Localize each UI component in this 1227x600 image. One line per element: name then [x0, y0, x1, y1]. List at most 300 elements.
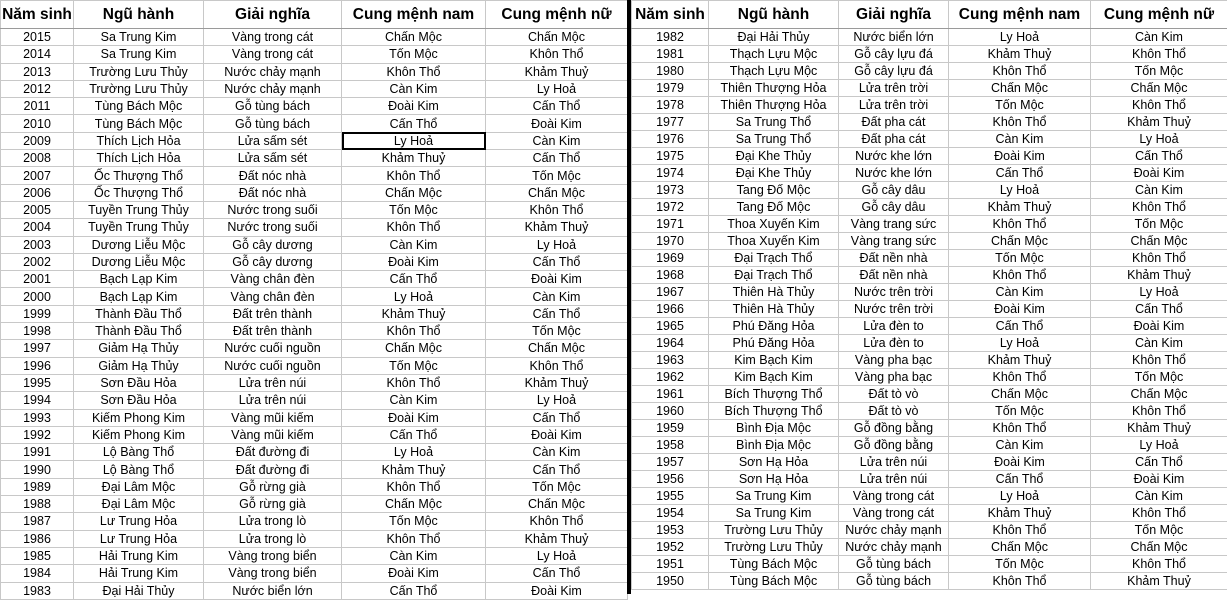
male-destiny-cell[interactable]: Khôn Thổ: [949, 420, 1091, 437]
male-destiny-cell[interactable]: Tốn Mộc: [949, 403, 1091, 420]
female-destiny-cell[interactable]: Khôn Thổ: [486, 513, 628, 530]
birth-year-cell[interactable]: 2005: [1, 201, 74, 218]
male-destiny-cell[interactable]: Càn Kim: [949, 437, 1091, 454]
element-cell[interactable]: Lư Trung Hỏa: [74, 530, 204, 547]
male-destiny-cell[interactable]: Đoài Kim: [342, 409, 486, 426]
male-destiny-cell[interactable]: Cấn Thổ: [342, 582, 486, 599]
birth-year-cell[interactable]: 1992: [1, 426, 74, 443]
element-cell[interactable]: Trường Lưu Thủy: [709, 539, 839, 556]
meaning-cell[interactable]: Vàng pha bạc: [839, 369, 949, 386]
female-destiny-cell[interactable]: Đoài Kim: [486, 426, 628, 443]
meaning-cell[interactable]: Nước khe lớn: [839, 148, 949, 165]
birth-year-cell[interactable]: 1969: [632, 250, 709, 267]
birth-year-cell[interactable]: 1966: [632, 301, 709, 318]
male-destiny-cell[interactable]: Cấn Thổ: [342, 426, 486, 443]
meaning-cell[interactable]: Gỗ đồng bằng: [839, 437, 949, 454]
birth-year-cell[interactable]: 1963: [632, 352, 709, 369]
header-element[interactable]: Ngũ hành: [709, 1, 839, 29]
meaning-cell[interactable]: Đất nền nhà: [839, 267, 949, 284]
female-destiny-cell[interactable]: Cấn Thổ: [486, 305, 628, 322]
meaning-cell[interactable]: Vàng chân đèn: [204, 271, 342, 288]
birth-year-cell[interactable]: 2000: [1, 288, 74, 305]
meaning-cell[interactable]: Nước biển lớn: [839, 29, 949, 46]
meaning-cell[interactable]: Đất pha cát: [839, 114, 949, 131]
female-destiny-cell[interactable]: Khôn Thổ: [486, 46, 628, 63]
birth-year-cell[interactable]: 1986: [1, 530, 74, 547]
element-cell[interactable]: Kim Bạch Kim: [709, 369, 839, 386]
female-destiny-cell[interactable]: Khôn Thổ: [1091, 250, 1227, 267]
meaning-cell[interactable]: Nước cuối nguồn: [204, 357, 342, 374]
meaning-cell[interactable]: Vàng trong cát: [839, 505, 949, 522]
element-cell[interactable]: Thạch Lựu Mộc: [709, 63, 839, 80]
meaning-cell[interactable]: Lửa sấm sét: [204, 132, 342, 149]
header-male-destiny[interactable]: Cung mệnh nam: [949, 1, 1091, 29]
meaning-cell[interactable]: Vàng trong biển: [204, 565, 342, 582]
element-cell[interactable]: Sơn Hạ Hỏa: [709, 471, 839, 488]
female-destiny-cell[interactable]: Tốn Mộc: [1091, 63, 1227, 80]
female-destiny-cell[interactable]: Càn Kim: [486, 288, 628, 305]
female-destiny-cell[interactable]: Khảm Thuỷ: [1091, 114, 1227, 131]
female-destiny-cell[interactable]: Chấn Mộc: [486, 340, 628, 357]
element-cell[interactable]: Bình Địa Mộc: [709, 420, 839, 437]
male-destiny-cell[interactable]: Khảm Thuỷ: [949, 352, 1091, 369]
male-destiny-cell[interactable]: Khôn Thổ: [949, 522, 1091, 539]
female-destiny-cell[interactable]: Đoài Kim: [1091, 318, 1227, 335]
female-destiny-cell[interactable]: Chấn Mộc: [1091, 80, 1227, 97]
male-destiny-cell[interactable]: Càn Kim: [342, 547, 486, 564]
element-cell[interactable]: Hải Trung Kim: [74, 547, 204, 564]
female-destiny-cell[interactable]: Cấn Thổ: [1091, 148, 1227, 165]
meaning-cell[interactable]: Đất trên thành: [204, 305, 342, 322]
meaning-cell[interactable]: Nước trong suối: [204, 201, 342, 218]
female-destiny-cell[interactable]: Ly Hoả: [486, 392, 628, 409]
element-cell[interactable]: Bích Thượng Thổ: [709, 403, 839, 420]
meaning-cell[interactable]: Lửa trên núi: [204, 374, 342, 391]
element-cell[interactable]: Thiên Thượng Hỏa: [709, 80, 839, 97]
male-destiny-cell[interactable]: Đoài Kim: [949, 148, 1091, 165]
male-destiny-cell[interactable]: Khôn Thổ: [342, 63, 486, 80]
birth-year-cell[interactable]: 1964: [632, 335, 709, 352]
male-destiny-cell[interactable]: Càn Kim: [342, 392, 486, 409]
birth-year-cell[interactable]: 2007: [1, 167, 74, 184]
element-cell[interactable]: Ốc Thượng Thổ: [74, 184, 204, 201]
element-cell[interactable]: Sơn Đầu Hỏa: [74, 374, 204, 391]
female-destiny-cell[interactable]: Càn Kim: [1091, 182, 1227, 199]
female-destiny-cell[interactable]: Càn Kim: [1091, 29, 1227, 46]
female-destiny-cell[interactable]: Khảm Thuỷ: [486, 63, 628, 80]
element-cell[interactable]: Đại Khe Thủy: [709, 165, 839, 182]
element-cell[interactable]: Thích Lịch Hỏa: [74, 150, 204, 167]
birth-year-cell[interactable]: 1958: [632, 437, 709, 454]
male-destiny-cell[interactable]: Đoài Kim: [342, 565, 486, 582]
meaning-cell[interactable]: Nước biển lớn: [204, 582, 342, 599]
meaning-cell[interactable]: Lửa đèn to: [839, 318, 949, 335]
meaning-cell[interactable]: Lửa trên trời: [839, 80, 949, 97]
birth-year-cell[interactable]: 1974: [632, 165, 709, 182]
element-cell[interactable]: Phú Đăng Hỏa: [709, 335, 839, 352]
female-destiny-cell[interactable]: Khôn Thổ: [486, 201, 628, 218]
meaning-cell[interactable]: Lửa đèn to: [839, 335, 949, 352]
birth-year-cell[interactable]: 1959: [632, 420, 709, 437]
male-destiny-cell[interactable]: Khôn Thổ: [342, 167, 486, 184]
meaning-cell[interactable]: Vàng trang sức: [839, 216, 949, 233]
element-cell[interactable]: Tang Đố Mộc: [709, 182, 839, 199]
female-destiny-cell[interactable]: Tốn Mộc: [486, 167, 628, 184]
birth-year-cell[interactable]: 1989: [1, 478, 74, 495]
meaning-cell[interactable]: Lửa trên núi: [839, 454, 949, 471]
meaning-cell[interactable]: Đất trên thành: [204, 323, 342, 340]
element-cell[interactable]: Tuyền Trung Thủy: [74, 201, 204, 218]
female-destiny-cell[interactable]: Khảm Thuỷ: [1091, 420, 1227, 437]
meaning-cell[interactable]: Nước chảy mạnh: [204, 80, 342, 97]
male-destiny-cell[interactable]: Cấn Thổ: [949, 318, 1091, 335]
male-destiny-cell[interactable]: Khôn Thổ: [949, 216, 1091, 233]
meaning-cell[interactable]: Lửa sấm sét: [204, 150, 342, 167]
female-destiny-cell[interactable]: Cấn Thổ: [486, 253, 628, 270]
meaning-cell[interactable]: Gỗ cây dâu: [839, 199, 949, 216]
female-destiny-cell[interactable]: Khôn Thổ: [1091, 97, 1227, 114]
birth-year-cell[interactable]: 1957: [632, 454, 709, 471]
birth-year-cell[interactable]: 1998: [1, 323, 74, 340]
birth-year-cell[interactable]: 2013: [1, 63, 74, 80]
birth-year-cell[interactable]: 2015: [1, 29, 74, 46]
birth-year-cell[interactable]: 1982: [632, 29, 709, 46]
birth-year-cell[interactable]: 1970: [632, 233, 709, 250]
female-destiny-cell[interactable]: Càn Kim: [1091, 488, 1227, 505]
birth-year-cell[interactable]: 1979: [632, 80, 709, 97]
meaning-cell[interactable]: Vàng mũi kiếm: [204, 409, 342, 426]
birth-year-cell[interactable]: 1968: [632, 267, 709, 284]
male-destiny-cell[interactable]: Khôn Thổ: [949, 369, 1091, 386]
meaning-cell[interactable]: Gỗ cây dâu: [839, 182, 949, 199]
male-destiny-cell[interactable]: Đoài Kim: [342, 253, 486, 270]
element-cell[interactable]: Đại Lâm Mộc: [74, 496, 204, 513]
male-destiny-cell[interactable]: Khảm Thuỷ: [342, 150, 486, 167]
meaning-cell[interactable]: Đất tò vò: [839, 386, 949, 403]
female-destiny-cell[interactable]: Cấn Thổ: [486, 409, 628, 426]
element-cell[interactable]: Tang Đố Mộc: [709, 199, 839, 216]
element-cell[interactable]: Sa Trung Thổ: [709, 114, 839, 131]
female-destiny-cell[interactable]: Tốn Mộc: [1091, 369, 1227, 386]
meaning-cell[interactable]: Gỗ cây dương: [204, 236, 342, 253]
male-destiny-cell[interactable]: Ly Hoả: [342, 444, 486, 461]
element-cell[interactable]: Kim Bạch Kim: [709, 352, 839, 369]
element-cell[interactable]: Hải Trung Kim: [74, 565, 204, 582]
meaning-cell[interactable]: Gỗ cây dương: [204, 253, 342, 270]
element-cell[interactable]: Giảm Hạ Thủy: [74, 357, 204, 374]
male-destiny-cell[interactable]: Ly Hoả: [342, 288, 486, 305]
male-destiny-cell[interactable]: Khôn Thổ: [342, 478, 486, 495]
birth-year-cell[interactable]: 2003: [1, 236, 74, 253]
meaning-cell[interactable]: Gỗ tùng bách: [839, 573, 949, 590]
birth-year-cell[interactable]: 1981: [632, 46, 709, 63]
birth-year-cell[interactable]: 1960: [632, 403, 709, 420]
female-destiny-cell[interactable]: Khôn Thổ: [1091, 556, 1227, 573]
element-cell[interactable]: Sa Trung Kim: [709, 505, 839, 522]
header-meaning[interactable]: Giải nghĩa: [204, 1, 342, 29]
female-destiny-cell[interactable]: Càn Kim: [486, 444, 628, 461]
female-destiny-cell[interactable]: Ly Hoả: [1091, 437, 1227, 454]
birth-year-cell[interactable]: 1993: [1, 409, 74, 426]
male-destiny-cell[interactable]: Tốn Mộc: [949, 556, 1091, 573]
birth-year-cell[interactable]: 1975: [632, 148, 709, 165]
meaning-cell[interactable]: Gỗ tùng bách: [839, 556, 949, 573]
male-destiny-cell[interactable]: Tốn Mộc: [342, 46, 486, 63]
meaning-cell[interactable]: Gỗ tùng bách: [204, 98, 342, 115]
header-birth-year[interactable]: Năm sinh: [632, 1, 709, 29]
element-cell[interactable]: Thoa Xuyến Kim: [709, 233, 839, 250]
meaning-cell[interactable]: Nước chảy mạnh: [204, 63, 342, 80]
birth-year-cell[interactable]: 2004: [1, 219, 74, 236]
male-destiny-cell[interactable]: Khôn Thổ: [949, 267, 1091, 284]
meaning-cell[interactable]: Vàng mũi kiếm: [204, 426, 342, 443]
male-destiny-cell[interactable]: Khôn Thổ: [342, 530, 486, 547]
male-destiny-cell[interactable]: Ly Hoả: [949, 182, 1091, 199]
birth-year-cell[interactable]: 1978: [632, 97, 709, 114]
birth-year-cell[interactable]: 2006: [1, 184, 74, 201]
male-destiny-cell[interactable]: Chấn Mộc: [949, 80, 1091, 97]
element-cell[interactable]: Sơn Đầu Hỏa: [74, 392, 204, 409]
male-destiny-cell[interactable]: Khôn Thổ: [949, 573, 1091, 590]
meaning-cell[interactable]: Lửa trên núi: [204, 392, 342, 409]
birth-year-cell[interactable]: 1967: [632, 284, 709, 301]
element-cell[interactable]: Thành Đầu Thổ: [74, 305, 204, 322]
birth-year-cell[interactable]: 1955: [632, 488, 709, 505]
birth-year-cell[interactable]: 2008: [1, 150, 74, 167]
meaning-cell[interactable]: Lửa trên trời: [839, 97, 949, 114]
header-meaning[interactable]: Giải nghĩa: [839, 1, 949, 29]
meaning-cell[interactable]: Gỗ cây lựu đá: [839, 46, 949, 63]
meaning-cell[interactable]: Nước chảy mạnh: [839, 522, 949, 539]
element-cell[interactable]: Giảm Hạ Thủy: [74, 340, 204, 357]
element-cell[interactable]: Thiên Hà Thủy: [709, 301, 839, 318]
female-destiny-cell[interactable]: Khôn Thổ: [1091, 403, 1227, 420]
female-destiny-cell[interactable]: Đoài Kim: [1091, 165, 1227, 182]
meaning-cell[interactable]: Lửa trong lò: [204, 530, 342, 547]
birth-year-cell[interactable]: 1961: [632, 386, 709, 403]
female-destiny-cell[interactable]: Đoài Kim: [486, 271, 628, 288]
male-destiny-cell[interactable]: Khôn Thổ: [342, 374, 486, 391]
female-destiny-cell[interactable]: Cấn Thổ: [486, 98, 628, 115]
birth-year-cell[interactable]: 2010: [1, 115, 74, 132]
element-cell[interactable]: Đại Lâm Mộc: [74, 478, 204, 495]
meaning-cell[interactable]: Nước chảy mạnh: [839, 539, 949, 556]
element-cell[interactable]: Tùng Bách Mộc: [709, 573, 839, 590]
male-destiny-cell[interactable]: Khôn Thổ: [949, 63, 1091, 80]
meaning-cell[interactable]: Đất nóc nhà: [204, 184, 342, 201]
element-cell[interactable]: Đại Khe Thủy: [709, 148, 839, 165]
birth-year-cell[interactable]: 1950: [632, 573, 709, 590]
birth-year-cell[interactable]: 2009: [1, 132, 74, 149]
female-destiny-cell[interactable]: Khảm Thuỷ: [486, 374, 628, 391]
male-destiny-cell[interactable]: Cấn Thổ: [949, 165, 1091, 182]
element-cell[interactable]: Dương Liễu Mộc: [74, 253, 204, 270]
birth-year-cell[interactable]: 1953: [632, 522, 709, 539]
header-birth-year[interactable]: Năm sinh: [1, 1, 74, 29]
male-destiny-cell[interactable]: Tốn Mộc: [342, 201, 486, 218]
meaning-cell[interactable]: Đất đường đi: [204, 444, 342, 461]
male-destiny-cell[interactable]: Càn Kim: [949, 284, 1091, 301]
element-cell[interactable]: Thoa Xuyến Kim: [709, 216, 839, 233]
female-destiny-cell[interactable]: Tốn Mộc: [486, 478, 628, 495]
element-cell[interactable]: Bạch Lạp Kim: [74, 288, 204, 305]
female-destiny-cell[interactable]: Ly Hoả: [486, 80, 628, 97]
birth-year-cell[interactable]: 1997: [1, 340, 74, 357]
header-male-destiny[interactable]: Cung mệnh nam: [342, 1, 486, 29]
birth-year-cell[interactable]: 1983: [1, 582, 74, 599]
element-cell[interactable]: Tuyền Trung Thủy: [74, 219, 204, 236]
female-destiny-cell[interactable]: Đoài Kim: [1091, 471, 1227, 488]
element-cell[interactable]: Lộ Bàng Thổ: [74, 461, 204, 478]
male-destiny-cell[interactable]: Chấn Mộc: [949, 233, 1091, 250]
birth-year-cell[interactable]: 2001: [1, 271, 74, 288]
birth-year-cell[interactable]: 2012: [1, 80, 74, 97]
birth-year-cell[interactable]: 1990: [1, 461, 74, 478]
element-cell[interactable]: Trường Lưu Thủy: [74, 63, 204, 80]
female-destiny-cell[interactable]: Khôn Thổ: [1091, 352, 1227, 369]
meaning-cell[interactable]: Vàng trong biển: [204, 547, 342, 564]
female-destiny-cell[interactable]: Cấn Thổ: [1091, 301, 1227, 318]
male-destiny-cell[interactable]: Cấn Thổ: [342, 271, 486, 288]
birth-year-cell[interactable]: 1954: [632, 505, 709, 522]
male-destiny-cell[interactable]: Chấn Mộc: [342, 340, 486, 357]
element-cell[interactable]: Trường Lưu Thủy: [74, 80, 204, 97]
element-cell[interactable]: Đại Trạch Thổ: [709, 267, 839, 284]
element-cell[interactable]: Sa Trung Kim: [74, 46, 204, 63]
female-destiny-cell[interactable]: Chấn Mộc: [1091, 386, 1227, 403]
header-female-destiny[interactable]: Cung mệnh nữ: [1091, 1, 1227, 29]
male-destiny-cell[interactable]: Chấn Mộc: [949, 386, 1091, 403]
element-cell[interactable]: Bích Thượng Thổ: [709, 386, 839, 403]
element-cell[interactable]: Dương Liễu Mộc: [74, 236, 204, 253]
element-cell[interactable]: Thiên Hà Thủy: [709, 284, 839, 301]
male-destiny-cell[interactable]: Chấn Mộc: [949, 539, 1091, 556]
female-destiny-cell[interactable]: Chấn Mộc: [486, 29, 628, 46]
birth-year-cell[interactable]: 1962: [632, 369, 709, 386]
female-destiny-cell[interactable]: Đoài Kim: [486, 582, 628, 599]
element-cell[interactable]: Kiếm Phong Kim: [74, 409, 204, 426]
birth-year-cell[interactable]: 2011: [1, 98, 74, 115]
meaning-cell[interactable]: Đất đường đi: [204, 461, 342, 478]
meaning-cell[interactable]: Đất pha cát: [839, 131, 949, 148]
female-destiny-cell[interactable]: Đoài Kim: [486, 115, 628, 132]
element-cell[interactable]: Trường Lưu Thủy: [709, 522, 839, 539]
element-cell[interactable]: Sa Trung Kim: [709, 488, 839, 505]
element-cell[interactable]: Thành Đầu Thổ: [74, 323, 204, 340]
male-destiny-cell[interactable]: Chấn Mộc: [342, 496, 486, 513]
birth-year-cell[interactable]: 1972: [632, 199, 709, 216]
meaning-cell[interactable]: Vàng chân đèn: [204, 288, 342, 305]
meaning-cell[interactable]: Lửa trong lò: [204, 513, 342, 530]
female-destiny-cell[interactable]: Khôn Thổ: [1091, 46, 1227, 63]
male-destiny-cell[interactable]: Cấn Thổ: [949, 471, 1091, 488]
meaning-cell[interactable]: Vàng trang sức: [839, 233, 949, 250]
birth-year-cell[interactable]: 1965: [632, 318, 709, 335]
birth-year-cell[interactable]: 1988: [1, 496, 74, 513]
birth-year-cell[interactable]: 1980: [632, 63, 709, 80]
birth-year-cell[interactable]: 1985: [1, 547, 74, 564]
element-cell[interactable]: Sa Trung Thổ: [709, 131, 839, 148]
birth-year-cell[interactable]: 1973: [632, 182, 709, 199]
female-destiny-cell[interactable]: Ly Hoả: [486, 547, 628, 564]
element-cell[interactable]: Lư Trung Hỏa: [74, 513, 204, 530]
male-destiny-cell[interactable]: Càn Kim: [342, 80, 486, 97]
female-destiny-cell[interactable]: Chấn Mộc: [486, 496, 628, 513]
female-destiny-cell[interactable]: Chấn Mộc: [1091, 539, 1227, 556]
male-destiny-cell[interactable]: Tốn Mộc: [342, 357, 486, 374]
meaning-cell[interactable]: Gỗ cây lựu đá: [839, 63, 949, 80]
element-cell[interactable]: Đại Hải Thủy: [74, 582, 204, 599]
element-cell[interactable]: Sa Trung Kim: [74, 29, 204, 46]
birth-year-cell[interactable]: 1994: [1, 392, 74, 409]
meaning-cell[interactable]: Gỗ đồng bằng: [839, 420, 949, 437]
header-female-destiny[interactable]: Cung mệnh nữ: [486, 1, 628, 29]
birth-year-cell[interactable]: 1996: [1, 357, 74, 374]
male-destiny-cell[interactable]: Khôn Thổ: [342, 219, 486, 236]
female-destiny-cell[interactable]: Khôn Thổ: [486, 357, 628, 374]
header-element[interactable]: Ngũ hành: [74, 1, 204, 29]
male-destiny-cell[interactable]: Đoài Kim: [949, 454, 1091, 471]
male-destiny-cell[interactable]: Khảm Thuỷ: [342, 461, 486, 478]
male-destiny-cell[interactable]: Tốn Mộc: [949, 250, 1091, 267]
male-destiny-cell[interactable]: Chấn Mộc: [342, 29, 486, 46]
meaning-cell[interactable]: Lửa trên núi: [839, 471, 949, 488]
meaning-cell[interactable]: Đất nóc nhà: [204, 167, 342, 184]
element-cell[interactable]: Tùng Bách Mộc: [74, 115, 204, 132]
element-cell[interactable]: Ốc Thượng Thổ: [74, 167, 204, 184]
meaning-cell[interactable]: Gỗ rừng già: [204, 478, 342, 495]
female-destiny-cell[interactable]: Tốn Mộc: [486, 323, 628, 340]
female-destiny-cell[interactable]: Khảm Thuỷ: [1091, 573, 1227, 590]
element-cell[interactable]: Đại Hải Thủy: [709, 29, 839, 46]
meaning-cell[interactable]: Nước khe lớn: [839, 165, 949, 182]
female-destiny-cell[interactable]: Cấn Thổ: [486, 565, 628, 582]
element-cell[interactable]: Sơn Hạ Hỏa: [709, 454, 839, 471]
birth-year-cell[interactable]: 1971: [632, 216, 709, 233]
birth-year-cell[interactable]: 1951: [632, 556, 709, 573]
male-destiny-cell[interactable]: Đoài Kim: [949, 301, 1091, 318]
male-destiny-cell[interactable]: Chấn Mộc: [342, 184, 486, 201]
birth-year-cell[interactable]: 1984: [1, 565, 74, 582]
birth-year-cell[interactable]: 2014: [1, 46, 74, 63]
female-destiny-cell[interactable]: Chấn Mộc: [1091, 233, 1227, 250]
female-destiny-cell[interactable]: Cấn Thổ: [486, 150, 628, 167]
male-destiny-cell[interactable]: Đoài Kim: [342, 98, 486, 115]
female-destiny-cell[interactable]: Cấn Thổ: [1091, 454, 1227, 471]
male-destiny-cell[interactable]: Khôn Thổ: [342, 323, 486, 340]
birth-year-cell[interactable]: 1976: [632, 131, 709, 148]
male-destiny-cell[interactable]: Ly Hoả: [949, 488, 1091, 505]
element-cell[interactable]: Bình Địa Mộc: [709, 437, 839, 454]
female-destiny-cell[interactable]: Khảm Thuỷ: [486, 219, 628, 236]
male-destiny-cell[interactable]: Khảm Thuỷ: [949, 199, 1091, 216]
birth-year-cell[interactable]: 1952: [632, 539, 709, 556]
birth-year-cell[interactable]: 1956: [632, 471, 709, 488]
birth-year-cell[interactable]: 1995: [1, 374, 74, 391]
female-destiny-cell[interactable]: Khảm Thuỷ: [486, 530, 628, 547]
male-destiny-cell[interactable]: Cấn Thổ: [342, 115, 486, 132]
element-cell[interactable]: Thích Lịch Hỏa: [74, 132, 204, 149]
element-cell[interactable]: Lộ Bàng Thổ: [74, 444, 204, 461]
meaning-cell[interactable]: Vàng trong cát: [839, 488, 949, 505]
male-destiny-cell[interactable]: Khảm Thuỷ: [949, 46, 1091, 63]
female-destiny-cell[interactable]: Càn Kim: [1091, 335, 1227, 352]
birth-year-cell[interactable]: 2002: [1, 253, 74, 270]
female-destiny-cell[interactable]: Chấn Mộc: [486, 184, 628, 201]
male-destiny-cell[interactable]: Ly Hoả: [949, 29, 1091, 46]
male-destiny-cell[interactable]: Ly Hoả: [949, 335, 1091, 352]
element-cell[interactable]: Kiếm Phong Kim: [74, 426, 204, 443]
